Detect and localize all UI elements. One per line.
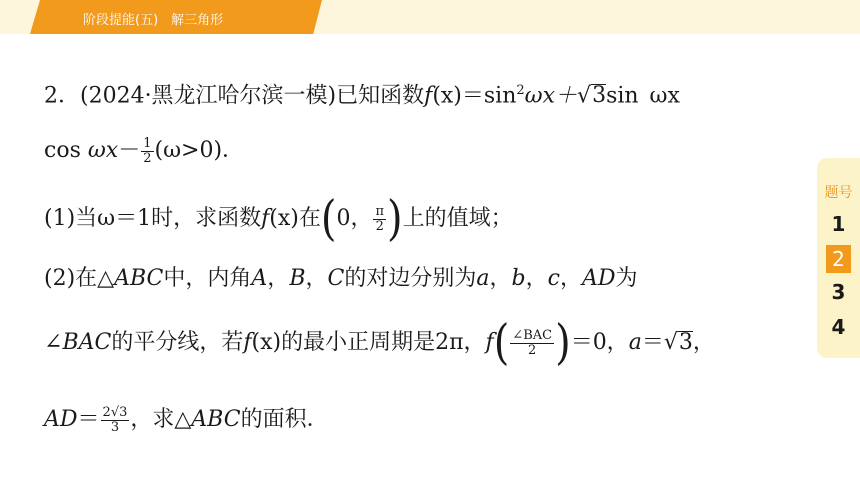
- problem-line-2: cos ωx－ $\frac{1}{2}$ (ω>0)．: [44, 135, 245, 166]
- problem-line-3: (1)当ω＝1时，求函数f(x)在(0， $\frac{\pi}{2}$ )上的值域；: [44, 191, 513, 247]
- question-nav-title: 题号: [824, 185, 853, 201]
- problem-line-6: AD＝ $\frac{2√3}{3}$ ，求△ABC的面积．: [44, 404, 329, 435]
- question-nav-item-4[interactable]: 4: [831, 315, 846, 339]
- problem-line-5: ∠BAC的平分线，若f(x)的最小正周期是2π，f( $\frac{\text{∠BAC}}{2}$ )＝0，a＝√3，: [44, 315, 715, 371]
- section-title: 阶段提能(五) 解三角形: [83, 13, 224, 28]
- problem-line-1: 2．(2024·黑龙江哈尔滨一模)已知函数$f(x)=\sin^2\omega x+√3\sin$ ωx: [44, 83, 680, 109]
- fraction-half: $\frac{1}{2}$: [143, 135, 152, 166]
- problem-line-4: (2)在△ABC中，内角A，B，C的对边分别为a，b，c，AD为: [44, 266, 638, 291]
- fraction-angle-half: $\frac{\text{∠BAC}}{2}$: [512, 327, 553, 358]
- question-nav: [817, 158, 860, 358]
- question-nav-item-2[interactable]: 2: [826, 245, 851, 273]
- top-banner: [0, 0, 860, 34]
- fraction-2sqrt3-3: $\frac{2√3}{3}$: [102, 404, 128, 435]
- question-nav-item-1[interactable]: 1: [831, 212, 846, 236]
- question-nav-item-3[interactable]: 3: [831, 280, 846, 304]
- fraction-pi-half: $\frac{\pi}{2}$: [375, 203, 384, 234]
